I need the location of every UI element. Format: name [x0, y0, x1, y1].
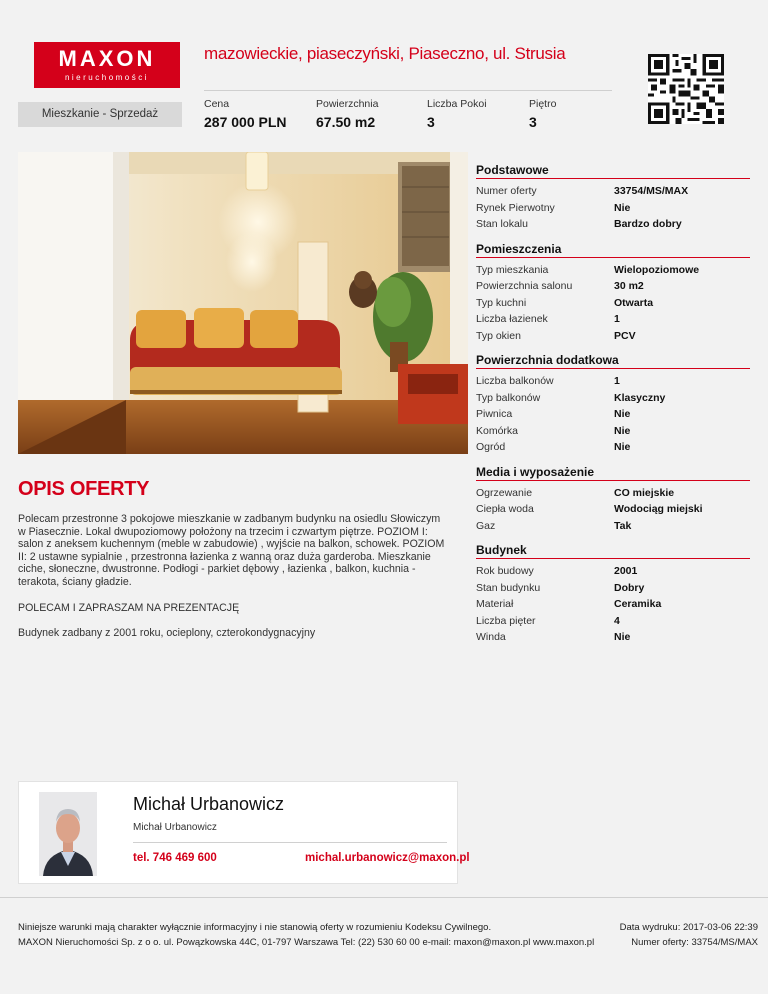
stat-floor [529, 98, 556, 130]
spec-row [476, 373, 750, 390]
specs-panel [476, 163, 750, 646]
spec-value: PCV [614, 329, 636, 342]
spec-value: 1 [614, 313, 620, 325]
agent-photo [39, 792, 97, 876]
spec-key: Typ kuchni [476, 296, 527, 309]
qr-code-icon [648, 54, 724, 124]
spec-row [476, 390, 750, 407]
spec-key: Gaz [476, 519, 496, 532]
agent-card [18, 781, 470, 884]
spec-value: Wielopoziomowe [614, 263, 700, 276]
spec-row [476, 328, 750, 345]
disclaimer-line: Niniejsze warunki mają charakter wyłącznie informacyjny i nie stanowią oferty w rozumieniu Kodeksu Cywilnego. [18, 922, 492, 933]
company-info: MAXON Nieruchomości Sp. z o o. ul. Powązkowska 44C, 01-797 Warszawa Tel: (22) 530 60 00 e-mail: maxon@maxon.pl www.maxon.pl [18, 937, 595, 948]
spec-key: Numer oferty [476, 185, 537, 197]
divider [133, 842, 447, 843]
stat-value: 3 [427, 114, 435, 130]
spec-key: Rynek Pierwotny [476, 201, 555, 214]
stat-label: Piętro [529, 98, 557, 110]
spec-row [476, 596, 750, 613]
stat-rooms [427, 98, 487, 130]
stat-value: 287 000 PLN [204, 114, 287, 130]
stat-value: 3 [529, 114, 537, 130]
spec-key: Rok budowy [476, 565, 534, 577]
spec-value: Dobry [614, 581, 645, 594]
footer-disclaimer [18, 920, 594, 950]
spec-key: Piwnica [476, 408, 513, 420]
maxon-logo [34, 42, 180, 88]
spec-key: Ogrzewanie [476, 486, 533, 499]
divider [204, 90, 612, 91]
spec-value: Nie [614, 201, 631, 214]
spec-value: Otwarta [614, 296, 654, 309]
spec-key: Liczba pięter [476, 614, 536, 627]
stat-value: 67.50 m2 [316, 114, 376, 130]
spec-row [476, 518, 750, 535]
stat-label: Powierzchnia [316, 98, 379, 110]
spec-value: Nie [614, 424, 631, 437]
spec-key: Typ okien [476, 329, 521, 342]
spec-value: 30 m2 [614, 280, 644, 292]
spec-row [476, 423, 750, 440]
spec-value: Nie [614, 441, 631, 453]
spec-key: Liczba łazienek [476, 313, 548, 325]
spec-row [476, 563, 750, 580]
spec-row [476, 295, 750, 312]
spec-row [476, 183, 750, 200]
spec-key: Komórka [476, 424, 519, 437]
footer-divider [0, 897, 768, 898]
spec-value: 4 [614, 614, 620, 627]
spec-key: Ogród [476, 441, 506, 453]
spec-value: Bardzo dobry [614, 218, 682, 230]
spec-key: Typ balkonów [476, 391, 541, 404]
spec-row [476, 278, 750, 295]
stat-area [316, 98, 378, 130]
spec-key: Liczba balkonów [476, 375, 554, 387]
spec-value: 2001 [614, 565, 638, 577]
spec-key: Powierzchnia salonu [476, 280, 573, 292]
logo-brand: MAXON [58, 46, 156, 71]
spec-row [476, 613, 750, 630]
description-title: OPIS OFERTY [18, 478, 150, 500]
spec-value: Klasyczny [614, 391, 666, 404]
section-rooms [476, 242, 750, 345]
property-photo [18, 152, 468, 454]
logo-tagline: nieruchomości [64, 73, 150, 82]
description-paragraph: POLECAM I ZAPRASZAM NA PREZENTACJĘ [18, 601, 240, 614]
agent-subtitle: Michał Urbanowicz [133, 822, 217, 833]
offer-type-badge: Mieszkanie - Sprzedaż [18, 102, 182, 127]
section-media [476, 465, 750, 535]
spec-key: Ciepła woda [476, 503, 534, 515]
section-basic [476, 163, 750, 233]
section-title: Powierzchnia dodatkowa [476, 353, 750, 369]
spec-row [476, 200, 750, 217]
section-building [476, 543, 750, 646]
stat-price [204, 98, 287, 130]
spec-row [476, 262, 750, 279]
spec-key: Winda [476, 631, 506, 643]
agent-name: Michał Urbanowicz [133, 794, 285, 814]
spec-key: Typ mieszkania [476, 263, 549, 276]
property-address: mazowieckie, piaseczyński, Piaseczno, ul. Strusia [204, 44, 566, 63]
spec-row [476, 216, 750, 233]
section-title: Media i wyposażenie [476, 465, 750, 481]
section-title: Pomieszczenia [476, 242, 750, 258]
spec-value: Ceramika [614, 598, 662, 610]
description-body [18, 513, 450, 653]
spec-value: Wodociąg miejski [614, 503, 703, 515]
spec-value: 1 [614, 375, 620, 387]
description-paragraph: Polecam przestronne 3 pokojowe mieszkanie w zadbanym budynku na osiedlu Słowiczym w Piasecznie. Lokal dwupoziomowy położony na trzecim i czwartym piętrze. POZIOM I: salon z aneksem kuchennym (meble w zabudowie) , wyjście na balkon, schowek. POZIOM II: 2 ustawne sypialnie , przestronna łazienka z wanną oraz duża garderoba. Mieszkanie ciche, słoneczne, dwustronne. Podłogi - parkiet dębowy , łazienka , balkon, kuchnia - terakota, ściany gładzie. [18, 513, 445, 588]
footer-offer-number: Numer oferty: 33754/MS/MAX [631, 937, 758, 948]
spec-row [476, 485, 750, 502]
spec-value: Nie [614, 631, 631, 643]
spec-value: Nie [614, 408, 631, 420]
spec-key: Stan lokalu [476, 218, 528, 230]
spec-value: 33754/MS/MAX [614, 185, 689, 197]
agent-email-link[interactable]: michal.urbanowicz@maxon.pl [305, 852, 470, 864]
spec-row [476, 580, 750, 597]
stat-label: Cena [204, 98, 230, 110]
spec-key: Stan budynku [476, 581, 541, 594]
spec-row [476, 501, 750, 518]
spec-key: Materiał [476, 598, 514, 610]
spec-row [476, 629, 750, 646]
agent-phone-link[interactable]: tel. 746 469 600 [133, 852, 217, 864]
spec-row [476, 439, 750, 456]
stat-label: Liczba Pokoi [427, 98, 487, 110]
description-paragraph: Budynek zadbany z 2001 roku, ocieplony, czterokondygnacyjny [18, 627, 316, 640]
spec-value: Tak [614, 519, 632, 532]
section-title: Podstawowe [476, 163, 750, 179]
section-title: Budynek [476, 543, 750, 559]
spec-row [476, 406, 750, 423]
spec-row [476, 311, 750, 328]
spec-value: CO miejskie [614, 486, 675, 499]
print-date: Data wydruku: 2017-03-06 22:39 [619, 922, 758, 933]
footer-print-info [620, 920, 758, 950]
section-additional-area [476, 353, 750, 456]
